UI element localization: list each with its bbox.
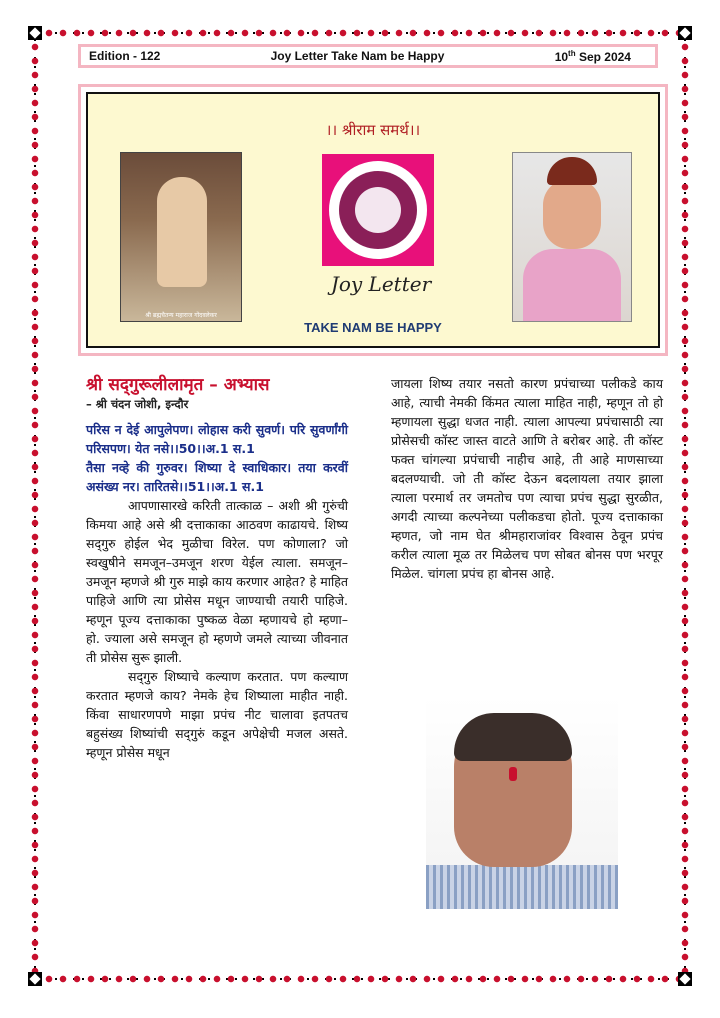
verse-51: तैसा नव्हे की गुरुवर। शिष्या दे स्वाधिकार। तया करवीं असंख्य नर। तारितसे।।51।।अ.1 स.1 xyxy=(86,460,348,494)
edition-date: 10th Sep 2024 xyxy=(554,48,631,64)
edition-header xyxy=(78,44,658,68)
article-left-column xyxy=(86,374,348,762)
portrait-photo xyxy=(426,697,618,909)
page-border-bottom xyxy=(28,972,692,986)
page-border-top xyxy=(28,26,692,40)
article-title: श्री सद्‌गुरूलीलामृत – अभ्यास xyxy=(86,375,270,395)
page-border-left xyxy=(28,26,42,986)
joy-letter-logo xyxy=(322,154,434,266)
border-corner xyxy=(28,26,42,40)
border-corner xyxy=(28,972,42,986)
page-border-right xyxy=(678,26,692,986)
article-paragraph: आपणासारखे करिती तात्काळ – अशी श्री गुरुंची किमया आहे असे श्री दत्ताकाका आठवण काढायचे. शिष्य सद्‌गुरु होईल भेद मुळीचा विरेल. पण कोणाला? जो स्वखुषीने समजून–उमजून शरण येईल त्याला. समजून–उमजून म्हणजे श्री गुरु माझे काय करणार आहेत? हे माहित पाहिजे आणि त्या प्रोसेस मधून जाण्याची तयारी पाहिजे. म्हणून पूज्य दत्ताकाका पुष्कळ वेळा म्हणायचे हो म्हणा– हो. ज्याला असे समजून हो म्हणणे जमले त्याच्या जीवनात ती प्रोसेस सुरू झाली. xyxy=(86,498,348,665)
edition-number: Edition - 122 xyxy=(89,49,161,63)
joy-letter-signature: Joy Letter xyxy=(330,272,432,296)
article-right-column xyxy=(391,374,663,583)
banner-tagline: TAKE NAM BE HAPPY xyxy=(304,320,442,335)
article-paragraph: जायला शिष्य तयार नसतो कारण प्रपंचाच्या पलीकडे काय आहे, त्याची नेमकी किंमत त्याला माहित नाही, म्हणून तो हो म्हणायला सुद्धा धजत नाही. त्याला आपल्या प्रपंचासाठी त्या प्रोसेसची कॉस्ट जास्त वाटते आणि ते बरोबर आहे. ती कॉस्ट फक्त चांगल्या प्रपंचाची नाहीच आहे, ती आहे माणसाच्या बदलण्याची. जो ती कॉस्ट देऊन बदलायला तयार झाला त्याला परमार्थ तर जमतोच पण त्याचा प्रपंच सुद्धा सुरळीत, अगदी त्याच्या कल्पनेच्या पलीकडचा होतो. पूज्य दत्ताकाका म्हणत, जो नाम घेत श्रीमहाराजांवर विश्वास ठेवून प्रपंच करील त्याला मूळ तर मिळेलच पण सोबत बोनस पण भरपूर मिळेल. चांगला प्रपंच हा बोनस आहे. xyxy=(391,376,663,581)
author-photo xyxy=(512,152,632,322)
border-corner xyxy=(678,26,692,40)
article-paragraph: सद्‌गुरु शिष्याचे कल्याण करतात. पण कल्याण करतात म्हणजे काय? नेमके हेच शिष्याला माहीत नाही. किंवा साधारणपणे माझा प्रपंच नीट चालावा इतपतच बहुसंख्य शिष्यांची सद्‌गुरुं कडून अपेक्षेची मजल असते. म्हणून प्रोसेस मधून xyxy=(86,669,348,760)
verse-50: परिस न देई आपुलेपण। लोहास करी सुवर्ण। परि सुवर्णांगी परिसपण। येत नसे।।50।।अ.1 स.1 xyxy=(86,422,348,456)
guru-photo-caption: श्री ब्रह्मचैतन्य महाराज गोंदवलेकर xyxy=(145,312,217,319)
banner xyxy=(86,92,660,348)
newsletter-title: Joy Letter Take Nam be Happy xyxy=(270,49,445,63)
guru-photo xyxy=(120,152,242,322)
border-corner xyxy=(678,972,692,986)
article-author: – श्री चंदन जोशी, इन्दौर xyxy=(86,397,189,411)
shriram-samarth-heading: ।। श्रीराम समर्थ।। xyxy=(325,121,421,139)
